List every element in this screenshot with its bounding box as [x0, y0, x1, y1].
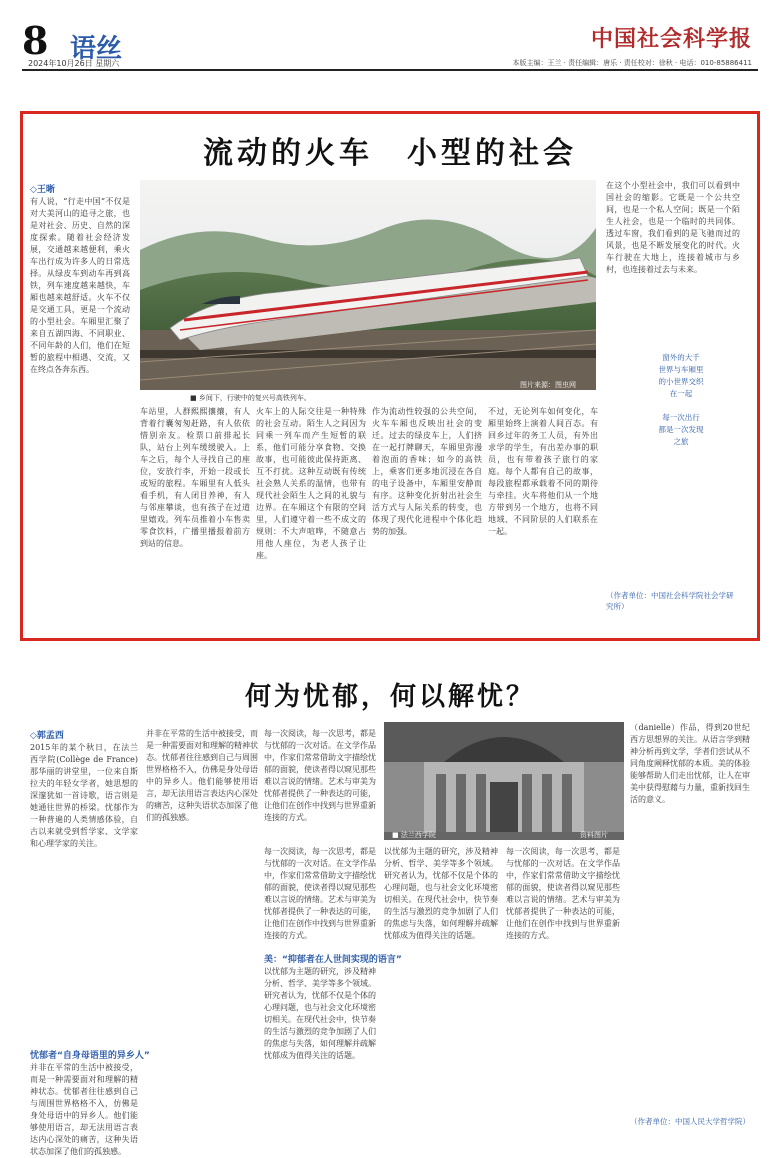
article2-column-4: 以忧郁为主题的研究，涉及精神分析、哲学、美学等多个领域。研究者认为，忧郁不仅是个体的心理问题，也与社会文化环境密切相关。在现代社会中，快节奏的生活与激烈的竞争加剧了人们的焦虑与失落，如何理解并疏解忧郁成为值得关注的话题。 [384, 847, 498, 940]
article1-photo-caption: ■ 乡间下，行驶中的复兴号高铁列车。 [190, 394, 311, 402]
building-photo-icon [384, 722, 624, 840]
article2-column-6: （danielle）作品，得到20世纪西方思想界的关注。从语言学到精神分析再到文学，学者们尝试从不同角度阐释忧郁的本质。美的体验能够帮助人们走出忧郁，让人在审美中获得慰藉与力量，重新找回生活的意义。 [630, 723, 750, 804]
editorial-credits: 本版主编：王兰 · 责任编辑：唐乐 · 责任校对：徐秋 · 电话：010-85886411 [512, 59, 752, 67]
article2-photo-credit: 资料图片 [580, 831, 608, 839]
article1-pull-quote [622, 352, 740, 552]
issue-date: 2024年10月26日 星期六 [28, 59, 120, 68]
article1-column-4: 作为流动性较强的公共空间，火车车厢也反映出社会的变迁。过去的绿皮车上，人们挤在一起打牌聊天，车厢里弥漫着泡面的香味；如今的高铁上，乘客们更多地沉浸在各自的电子设备中，车厢里安静而有序。这种变化折射出社会生活方式与人际关系的转变，也体现了现代化进程中个体化趋势的加强。 [372, 407, 482, 536]
article2-column-3c: 以忧郁为主题的研究，涉及精神分析、哲学、美学等多个领域。研究者认为，忧郁不仅是个体的心理问题，也与社会文化环境密切相关。在现代社会中，快节奏的生活与激烈的竞争加剧了人们的焦虑与失落，如何理解并疏解忧郁成为值得关注的话题。 [264, 967, 376, 1060]
article2-column-2: 并非在平常的生活中被接受，而是一种需要面对和理解的精神状态。忧郁者往往感到自己与周围世界格格不入，仿佛是身处母语中的异乡人。他们能够使用语言，却无法用语言表达内心深处的痛苦，这种失语状态加深了他们的孤独感。 [146, 729, 258, 822]
pull-quote-text: 窗外的大千 世界与车厢里 的小世界交织 在一起 每一次出行 都是一次发现 之旅 [658, 353, 704, 446]
article2-column-5: 每一次阅读，每一次思考，都是与忧郁的一次对话。在文学作品中，作家们常常借助文字描绘忧郁的面貌，使读者得以窥见那些难以言说的情绪。艺术与审美为忧郁者提供了一种表达的可能，让他们在创作中找到与世界重新连接的方式。 [506, 847, 620, 940]
article2-byline: ◇郭孟西 [30, 731, 64, 741]
train-photo-icon [140, 180, 596, 390]
article1-column-3: 火车上的人际交往是一种特殊的社会互动。陌生人之间因为同乘一列车而产生短暂的联系，他们可能分享食物、交换故事，也可能彼此保持距离、互不打扰。这种互动既有传统社会熟人关系的温情，也带有现代社会陌生人之间的礼貌与边界。在车厢这个有限的空间里，人们遵守着一些不成文的规则：不大声喧哗，不随意占用他人座位，为老人孩子让座。 [256, 407, 366, 560]
article2-subhead-2: 美：“抑郁者在人世间实现的语言” [264, 955, 402, 965]
article1-title: 流动的火车 小型的社会 [203, 136, 577, 171]
article2-column-1b: 并非在平常的生活中被接受，而是一种需要面对和理解的精神状态。忧郁者往往感到自己与周围世界格格不入，仿佛是身处母语中的异乡人。他们能够使用语言，却无法用语言表达内心深处的痛苦，这种失语状态加深了他们的孤独感。 [30, 1063, 138, 1156]
article2-author-note: （作者单位：中国人民大学哲学院） [630, 1117, 750, 1126]
article2-title: 何为忧郁，何以解忧？ [244, 682, 535, 712]
article2-column-3: 每一次阅读，每一次思考，都是与忧郁的一次对话。在文学作品中，作家们常常借助文字描绘忧郁的面貌，使读者得以窥见那些难以言说的情绪。艺术与审美为忧郁者提供了一种表达的可能，让他们在创作中找到与世界重新连接的方式。 [264, 729, 376, 822]
section-title: 语丝 [70, 34, 123, 64]
article1-author-note: （作者单位：中国社会科学院社会学研究所） [606, 591, 734, 611]
header-rule [22, 69, 758, 71]
article1-photo-credit: 图片来源：图虫网 [520, 381, 576, 389]
article2-photo-caption: ■ 法兰西学院 [392, 831, 436, 839]
article2-subhead-1: 忧郁者“自身母语里的异乡人” [30, 1051, 150, 1061]
newspaper-masthead: 中国社会科学报 [590, 26, 752, 52]
article1-column-5: 不过，无论列车如何变化，车厢里始终上演着人间百态。有回乡过年的务工人员，有外出求学的学生，有出差办事的职员，也有带着孩子旅行的家庭。每个人都有自己的故事，每段旅程都承载着不同的期待与牵挂。火车将他们从一个地方带到另一个地方，也将不同地域、不同阶层的人们联系在一起。 [488, 407, 598, 536]
article1-photo [140, 180, 596, 390]
article1-column-6: 在这个小型社会中，我们可以看到中国社会的缩影。它既是一个公共空间，也是一个私人空间；既是一个陌生人社会，也是一个临时的共同体。透过车窗，我们看到的是飞驰而过的风景，也是不断发展变化的时代。火车行驶在大地上，连接着城市与乡村，也连接着过去与未来。 [606, 181, 740, 274]
article1-byline: ◇王晰 [30, 185, 55, 195]
article2-photo [384, 722, 624, 840]
article2-column-1: 2015年的某个秋日，在法兰西学院(Collège de France)那华丽的讲堂里，一位来自斯拉夫的年轻女学者，她思想的深邃犹如一首诗歌，语言则是她通往世界的桥梁。忧郁作为一种普遍的人类情感体验，自古以来就受到哲学家、文学家和心理学家的关注。 [30, 743, 138, 848]
page-header [0, 0, 780, 72]
article2-column-3b: 每一次阅读，每一次思考，都是与忧郁的一次对话。在文学作品中，作家们常常借助文字描绘忧郁的面貌，使读者得以窥见那些难以言说的情绪。艺术与审美为忧郁者提供了一种表达的可能，让他们在创作中找到与世界重新连接的方式。 [264, 847, 376, 940]
article1-column-2: 车站里，人群熙熙攘攘，有人背着行囊匆匆赶路，有人依依惜别亲友。检票口前排起长队，站台上列车缓缓驶入。上车之后，每个人寻找自己的座位，安放行李，开始一段或长或短的旅程。车厢里有人低头看手机，有人闭目养神，有人与邻座攀谈，也有孩子在过道里嬉戏。列车员推着小车售卖零食饮料，广播里播报着前方到站的信息。 [140, 407, 250, 548]
page-number: 8 [22, 18, 49, 63]
article1-column-1: 有人说，“行走中国”不仅是对大美河山的追寻之旅，也是对社会、历史、自然的深度探索。随着社会经济发展，交通越来越便利，乘火车出行成为许多人的日常选择。从绿皮车到动车再到高铁，列车速度越来越快，车厢也越来越舒适。火车不仅是交通工具，更是一个流动的小型社会。车厢里汇聚了来自五湖四海、不同职业、不同年龄的人们，他们在短暂的旅程中相遇、交流，又在终点各奔东西。 [30, 197, 130, 374]
